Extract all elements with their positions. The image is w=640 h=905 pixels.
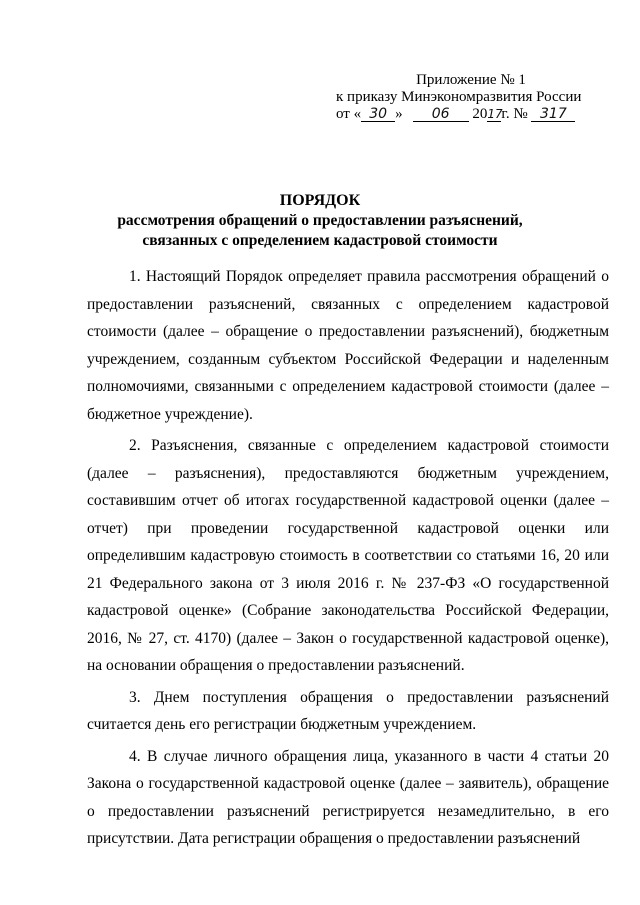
handwritten-year: 17 <box>487 107 503 121</box>
document-title: ПОРЯДОК <box>279 192 361 209</box>
paragraph-1: 1. Настоящий Порядок определяет правила рассмотрения обращений о предоставлении разъяснений, связанных с определением кадастровой стоимости (далее – обращение о предоставлении разъяснений), бюджетным учреждением, созданным субъектом Российской Федерации и наделенным полномочиями, связанными с определением кадастровой стоимости (далее – бюджетное учреждение). <box>87 268 609 423</box>
document-body <box>87 263 609 857</box>
document-subtitle-line-1: рассмотрения обращений о предоставлении разъяснений, <box>117 212 523 229</box>
document-heading <box>0 191 640 251</box>
date-prefix: от « <box>336 106 362 122</box>
handwritten-day: 30 <box>361 107 395 122</box>
paragraph-3: 3. Днем поступления обращения о предоставлении разъяснений считается день его регистрации бюджетным учреждением. <box>87 688 609 733</box>
paragraph-2: 2. Разъяснения, связанные с определением кадастровой стоимости (далее – разъяснения), предоставляются бюджетным учреждением, составившим отчет об итогах государственной кадастровой оценки (далее – отчет) при проведении государственной кадастровой оценки или определившим кадастровую стоимость в соответствии со статьями 16, 20 или 21 Федерального закона от 3 июля 2016 г. № 237-ФЗ «О государственной кадастровой оценке» (Собрание законодательства Российской Федерации, 2016, № 27, ст. 4170) (далее – Закон о государственной кадастровой оценке), на основании обращения о предоставлении разъяснений. <box>87 437 609 674</box>
order-date-line <box>336 106 606 123</box>
year-prefix: 20 <box>472 106 488 122</box>
number-label: г. № <box>501 106 528 122</box>
document-subtitle-line-2: связанных с определением кадастровой стоимости <box>142 232 498 249</box>
appendix-block <box>336 72 606 123</box>
handwritten-order-number: 317 <box>531 107 575 122</box>
handwritten-month: 06 <box>413 107 469 122</box>
appendix-title: Приложение № 1 <box>416 72 526 88</box>
order-reference: к приказу Минэкономразвития России <box>336 89 582 105</box>
paragraph-4: 4. В случае личного обращения лица, указанного в части 4 статьи 20 Закона о государственной кадастровой оценке (далее – заявитель), обращение о предоставлении разъяснений регистрируется незамедлительно, в его присутствии. Дата регистрации обращения о предоставлении разъяснений <box>87 747 609 847</box>
date-mid: » <box>395 106 403 122</box>
